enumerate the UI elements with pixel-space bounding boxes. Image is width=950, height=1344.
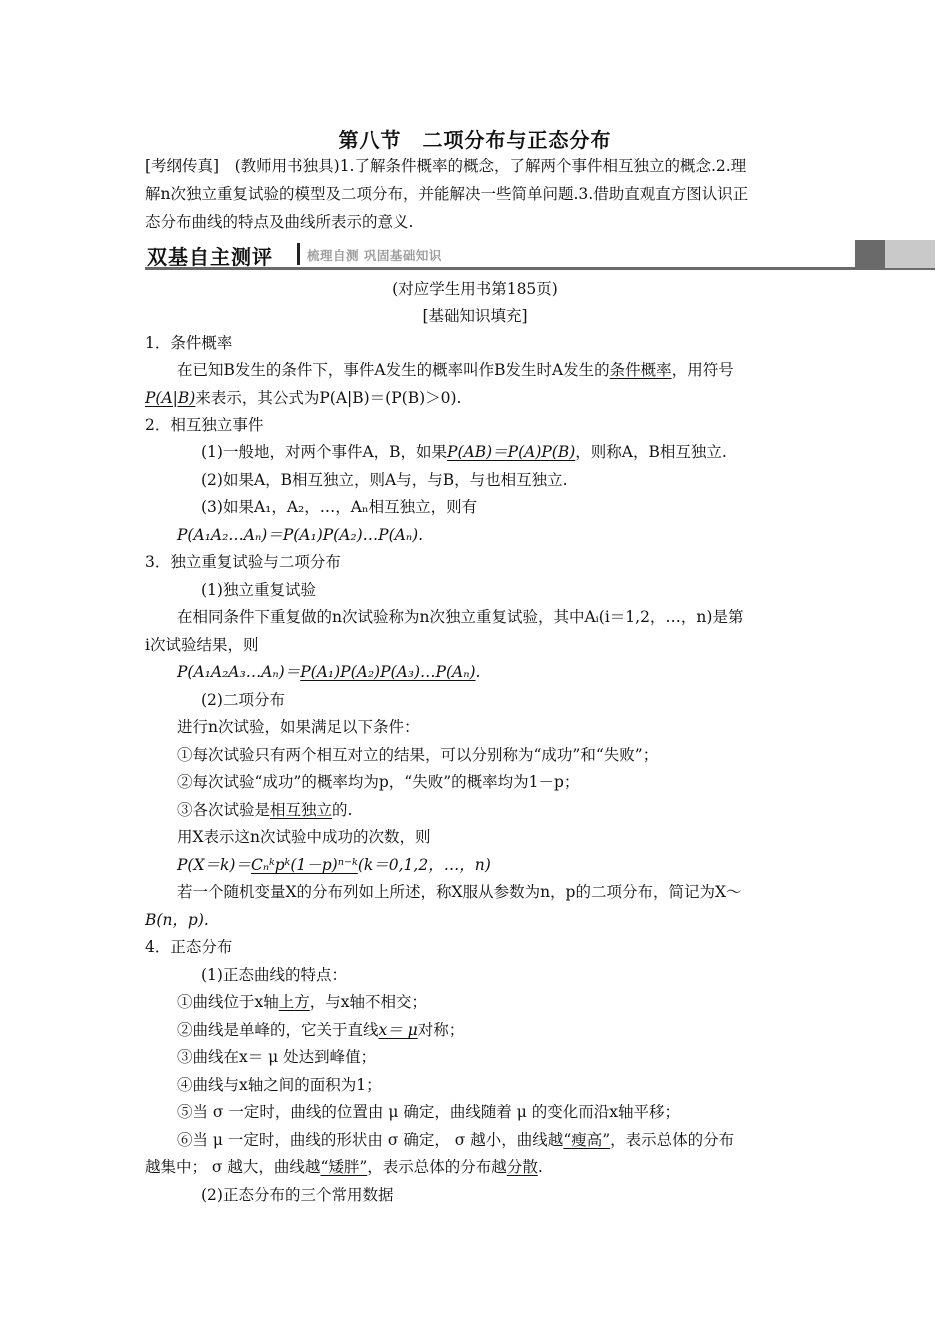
section-2-heading: 2．相互独立事件 bbox=[145, 416, 264, 434]
s3-line-5: 若一个随机变量X的分布列如上所述，称X服从参数为n，p的二项分布，简记为X～ bbox=[177, 883, 742, 901]
section-4-heading: 4．正态分布 bbox=[145, 938, 233, 956]
answer-mutually-independent: 相互独立 bbox=[270, 801, 333, 819]
banner-light-block bbox=[885, 240, 935, 268]
s3-line-1: 在相同条件下重复做的n次试验称为n次独立重复试验，其中Aᵢ(i＝1,2，…，n)是第 bbox=[177, 608, 744, 626]
s4-feature-1: ①曲线位于x轴上方，与x轴不相交； bbox=[177, 993, 428, 1011]
s4-feature-3: ③曲线在x＝ μ 处达到峰值； bbox=[177, 1048, 377, 1066]
section-banner bbox=[145, 240, 935, 270]
s3-line-3: P(A₁A₂A₃…Aₙ)＝P(A₁)P(A₂)P(A₃)…P(Aₙ). bbox=[177, 663, 481, 681]
answer-binomial-term: Cₙᵏpᵏ(1－p)ⁿ⁻ᵏ bbox=[250, 856, 358, 874]
s3-cond-2: ②每次试验“成功”的概率均为p，“失败”的概率均为1－p； bbox=[177, 773, 580, 791]
section-1-heading: 1．条件概率 bbox=[145, 334, 233, 352]
s3-line-4: 用X表示这n次试验中成功的次数，则 bbox=[177, 828, 431, 846]
intro-line-2: 解n次独立重复试验的模型及二项分布，并能解决一些简单问题.3.借助直观直方图认识正 bbox=[145, 185, 749, 203]
s3-line-2: i次试验结果，则 bbox=[145, 636, 259, 654]
answer-independence-formula: P(AB)＝P(A)P(B) bbox=[447, 443, 576, 461]
s3-cond-1: ①每次试验只有两个相互对立的结果，可以分别称为“成功”和“失败”； bbox=[177, 746, 659, 764]
s3-cond-3: ③各次试验是相互独立的. bbox=[177, 801, 353, 819]
answer-dispersed: 分散 bbox=[506, 1158, 538, 1176]
s4-feature-5: ⑤当 σ 一定时，曲线的位置由 μ 确定，曲线随着 μ 的变化而沿x轴平移； bbox=[177, 1103, 681, 1121]
banner-separator bbox=[297, 243, 300, 265]
section-3-heading: 3．独立重复试验与二项分布 bbox=[145, 553, 341, 571]
fill-header: [基础知识填充] bbox=[422, 307, 528, 325]
s2-formula: P(A₁A₂…Aₙ)＝P(A₁)P(A₂)…P(Aₙ). bbox=[177, 526, 424, 544]
s1-line-1: 在已知B发生的条件下，事件A发生的概率叫作B发生时A发生的条件概率，用符号 bbox=[177, 361, 734, 379]
s3-binomial-formula: P(X＝k)＝Cₙᵏpᵏ(1－p)ⁿ⁻ᵏ(k＝0,1,2，…，n) bbox=[177, 856, 491, 874]
answer-conditional-probability: 条件概率 bbox=[609, 361, 672, 379]
banner-title: 双基自主测评 bbox=[147, 245, 273, 269]
intro-line-3: 态分布曲线的特点及曲线所表示的意义. bbox=[145, 213, 414, 231]
answer-tall-thin: “瘦高” bbox=[563, 1131, 611, 1149]
s2-point-3: (3)如果A₁，A₂，…，Aₙ相互独立，则有 bbox=[201, 498, 478, 516]
answer-above: 上方 bbox=[278, 993, 310, 1011]
s2-point-1: (1)一般地，对两个事件A，B，如果P(AB)＝P(A)P(B)，则称A，B相互独立. bbox=[201, 443, 727, 461]
answer-axis-of-symmetry: x＝ μ bbox=[378, 1021, 418, 1039]
page-reference: (对应学生用书第185页) bbox=[392, 280, 558, 298]
s4-sub-2: (2)正态分布的三个常用数据 bbox=[201, 1186, 394, 1204]
s1-line-2: P(A|B)来表示，其公式为P(A|B)＝(P(B)＞0). bbox=[145, 389, 462, 407]
s4-feature-6-cont: 越集中； σ 越大，曲线越“矮胖”，表示总体的分布越分散. bbox=[145, 1158, 543, 1176]
s3-sub-1: (1)独立重复试验 bbox=[201, 581, 316, 599]
banner-subtitle: 梳理自测 巩固基础知识 bbox=[307, 248, 442, 263]
s3-line-6: B(n，p). bbox=[145, 911, 209, 929]
answer-short-fat: “矮胖” bbox=[320, 1158, 368, 1176]
intro-line-1: [考纲传真] (教师用书独具)1.了解条件概率的概念，了解两个事件相互独立的概念.2.理 bbox=[145, 157, 747, 175]
answer-product-formula: P(A₁)P(A₂)P(A₃)…P(Aₙ) bbox=[300, 663, 476, 681]
s4-feature-6: ⑥当 μ 一定时，曲线的形状由 σ 确定， σ 越小，曲线越“瘦高”，表示总体的分布 bbox=[177, 1131, 735, 1149]
s2-point-2: (2)如果A，B相互独立，则A与，与B，与也相互独立. bbox=[201, 471, 568, 489]
s3-cond-0: 进行n次试验，如果满足以下条件： bbox=[177, 718, 420, 736]
s3-sub-2: (2)二项分布 bbox=[201, 691, 285, 709]
page-title: 第八节 二项分布与正态分布 bbox=[338, 128, 612, 152]
s4-sub-1: (1)正态曲线的特点： bbox=[201, 966, 347, 984]
banner-dark-block bbox=[855, 240, 885, 268]
s4-feature-4: ④曲线与x轴之间的面积为1； bbox=[177, 1076, 382, 1094]
answer-notation: P(A|B) bbox=[145, 389, 196, 407]
s4-feature-2: ②曲线是单峰的，它关于直线x＝ μ对称； bbox=[177, 1021, 465, 1039]
